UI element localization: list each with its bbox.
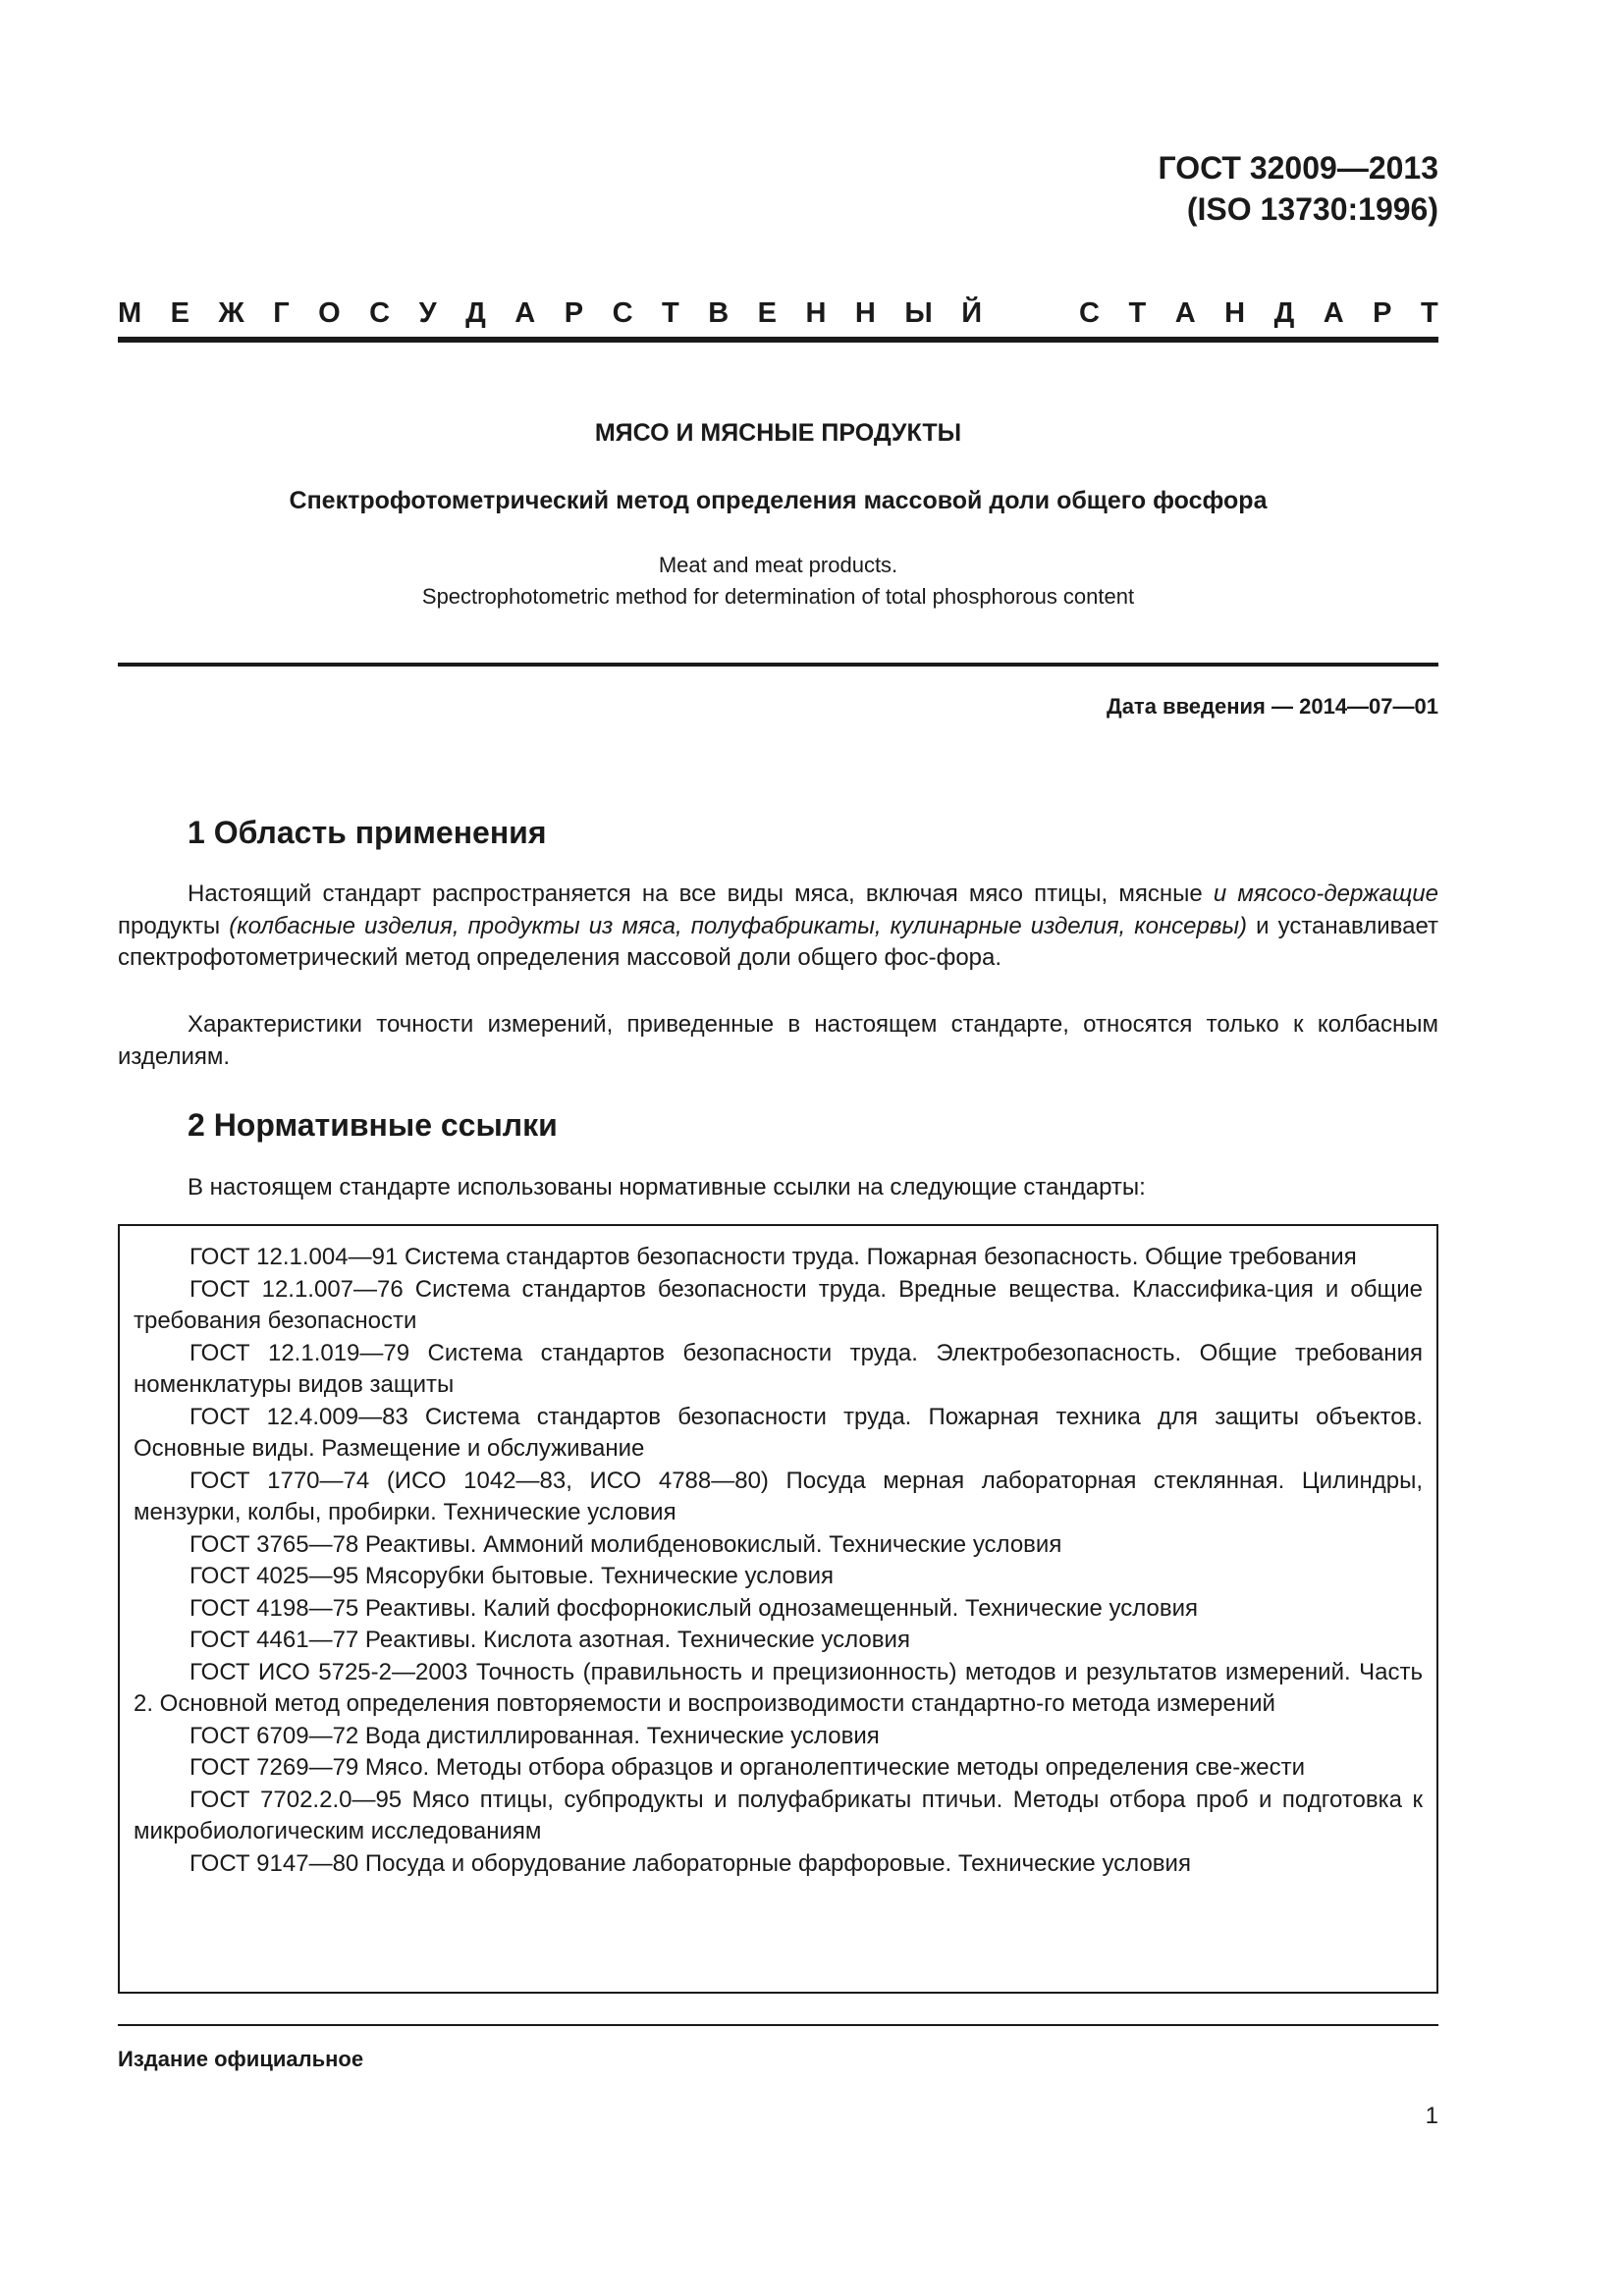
section-2-intro: В настоящем стандарте использованы нормативные ссылки на следующие стандарты:: [188, 1174, 1146, 1201]
section-1-heading: 1 Область применения: [188, 815, 547, 850]
reference-item: ГОСТ 4198—75 Реактивы. Калий фосфорнокислый однозамещенный. Технические условия: [189, 1594, 1199, 1622]
reference-item: ГОСТ 4461—77 Реактивы. Кислота азотная. Технические условия: [189, 1627, 910, 1653]
banner-letter: Г: [273, 297, 290, 329]
standard-number-block: [1158, 147, 1438, 230]
document-subtitle: Спектрофотометрический метод определения массовой доли общего фосфора: [289, 487, 1268, 514]
banner-letter: Е: [757, 297, 777, 329]
reference-item: ГОСТ 12.1.004—91 Система стандартов безопасности труда. Пожарная безопасность. Общие требования: [189, 1244, 1357, 1270]
banner-letter: С: [612, 297, 633, 329]
banner-letter: Н: [854, 297, 876, 329]
reference-item: ГОСТ 1770—74 (ИСО 1042—83, ИСО 4788—80) Посуда мерная лабораторная стеклянная. Цилиндры, мензурки, колбы, пробирки. Технические условия: [134, 1467, 1423, 1525]
banner-letter: Т: [662, 297, 679, 329]
reference-item: ГОСТ 7269—79 Мясо. Методы отбора образцов и органолептические методы определения све-жести: [189, 1754, 1306, 1781]
reference-item: ГОСТ 4025—95 Мясорубки бытовые. Технические условия: [189, 1563, 835, 1589]
banner-letter: Н: [805, 297, 827, 329]
normative-references-list: [134, 1242, 1423, 1880]
reference-item: ГОСТ 12.1.019—79 Система стандартов безопасности труда. Электробезопасность. Общие требования номенклатуры видов защиты: [134, 1339, 1423, 1398]
banner-letter: С: [369, 297, 391, 329]
p1-text-e: и устанавливает спектрофотометрический метод определения массовой доли общего фос-фора.: [118, 912, 1438, 971]
banner-letter: Р: [1373, 297, 1392, 329]
banner-letter: Д: [465, 297, 486, 329]
banner-letter: У: [418, 297, 437, 329]
section-1-paragraph-1: [118, 879, 1438, 975]
page-number: 1: [1425, 2103, 1438, 2129]
iso-number: (ISO 13730:1996): [1186, 191, 1438, 227]
banner-letter: А: [514, 297, 536, 329]
reference-item: ГОСТ ИСО 5725-2—2003 Точность (правильность и прецизионность) методов и результатов измерений. Часть 2. Основной метод определения повторяемости и воспроизводимости стандартно-го метода измерений: [134, 1658, 1423, 1717]
p1-text-c: продукты: [118, 912, 230, 939]
reference-item: ГОСТ 7702.2.0—95 Мясо птицы, субпродукты и полуфабрикаты птичьи. Методы отбора проб и подготовка к микробиологическим исследованиям: [134, 1786, 1423, 1844]
standard-number: ГОСТ 32009—2013: [1158, 150, 1438, 186]
section-2-heading: 2 Нормативные ссылки: [188, 1107, 558, 1143]
banner-letter: О: [318, 297, 341, 329]
reference-item: ГОСТ 12.1.007—76 Система стандартов безопасности труда. Вредные вещества. Классифика-ция и общие требования безопасности: [134, 1275, 1423, 1334]
document-title: МЯСО И МЯСНЫЕ ПРОДУКТЫ: [594, 419, 962, 447]
title-rule: [118, 663, 1438, 667]
banner-letter: Д: [1273, 297, 1295, 329]
normative-references-box: [118, 1224, 1438, 1994]
banner-letter: В: [708, 297, 730, 329]
section-1-paragraph-2: Характеристики точности измерений, приведенные в настоящем стандарте, относятся только к колбасным изделиям.: [118, 1011, 1438, 1070]
p1-text-a: Настоящий стандарт распространяется на все виды мяса, включая мясо птицы, мясные: [188, 881, 1214, 907]
banner-letter: М: [118, 297, 142, 329]
p1-text-d: (колбасные изделия, продукты из мяса, полуфабрикаты, кулинарные изделия, консервы): [229, 912, 1248, 939]
banner-letter: С: [1079, 297, 1100, 329]
interstate-standard-banner: [118, 296, 1438, 330]
p1-text-b: и мясосо-держащие: [1213, 881, 1438, 907]
banner-letter: А: [1174, 297, 1196, 329]
banner-letter: Н: [1224, 297, 1246, 329]
footer-rule: [118, 2024, 1438, 2026]
banner-letter: Ж: [218, 297, 244, 329]
header-rule: [118, 337, 1438, 343]
banner-letter: Т: [1420, 297, 1438, 329]
banner-letter: Е: [170, 297, 189, 329]
introduction-date: Дата введения — 2014—07—01: [1107, 694, 1438, 719]
english-title-line2: Spectrophotometric method for determination of total phosphorous content: [421, 584, 1135, 609]
banner-letter: Т: [1128, 297, 1147, 329]
banner-word-gap: [1011, 296, 1051, 330]
english-title-line1: Meat and meat products.: [658, 553, 898, 577]
banner-letter: Р: [564, 297, 584, 329]
banner-letter: Й: [961, 297, 983, 329]
english-title: [118, 550, 1438, 613]
reference-item: ГОСТ 3765—78 Реактивы. Аммоний молибденовокислый. Технические условия: [189, 1530, 1062, 1558]
reference-item: ГОСТ 6709—72 Вода дистиллированная. Технические условия: [189, 1722, 880, 1749]
reference-item: ГОСТ 9147—80 Посуда и оборудование лабораторные фарфоровые. Технические условия: [189, 1849, 1191, 1877]
official-edition-label: Издание официальное: [118, 2047, 364, 2071]
reference-item: ГОСТ 12.4.009—83 Система стандартов безопасности труда. Пожарная техника для защиты объектов. Основные виды. Размещение и обслуживание: [134, 1403, 1423, 1462]
banner-letter: Ы: [904, 297, 933, 329]
banner-letter: А: [1323, 297, 1344, 329]
